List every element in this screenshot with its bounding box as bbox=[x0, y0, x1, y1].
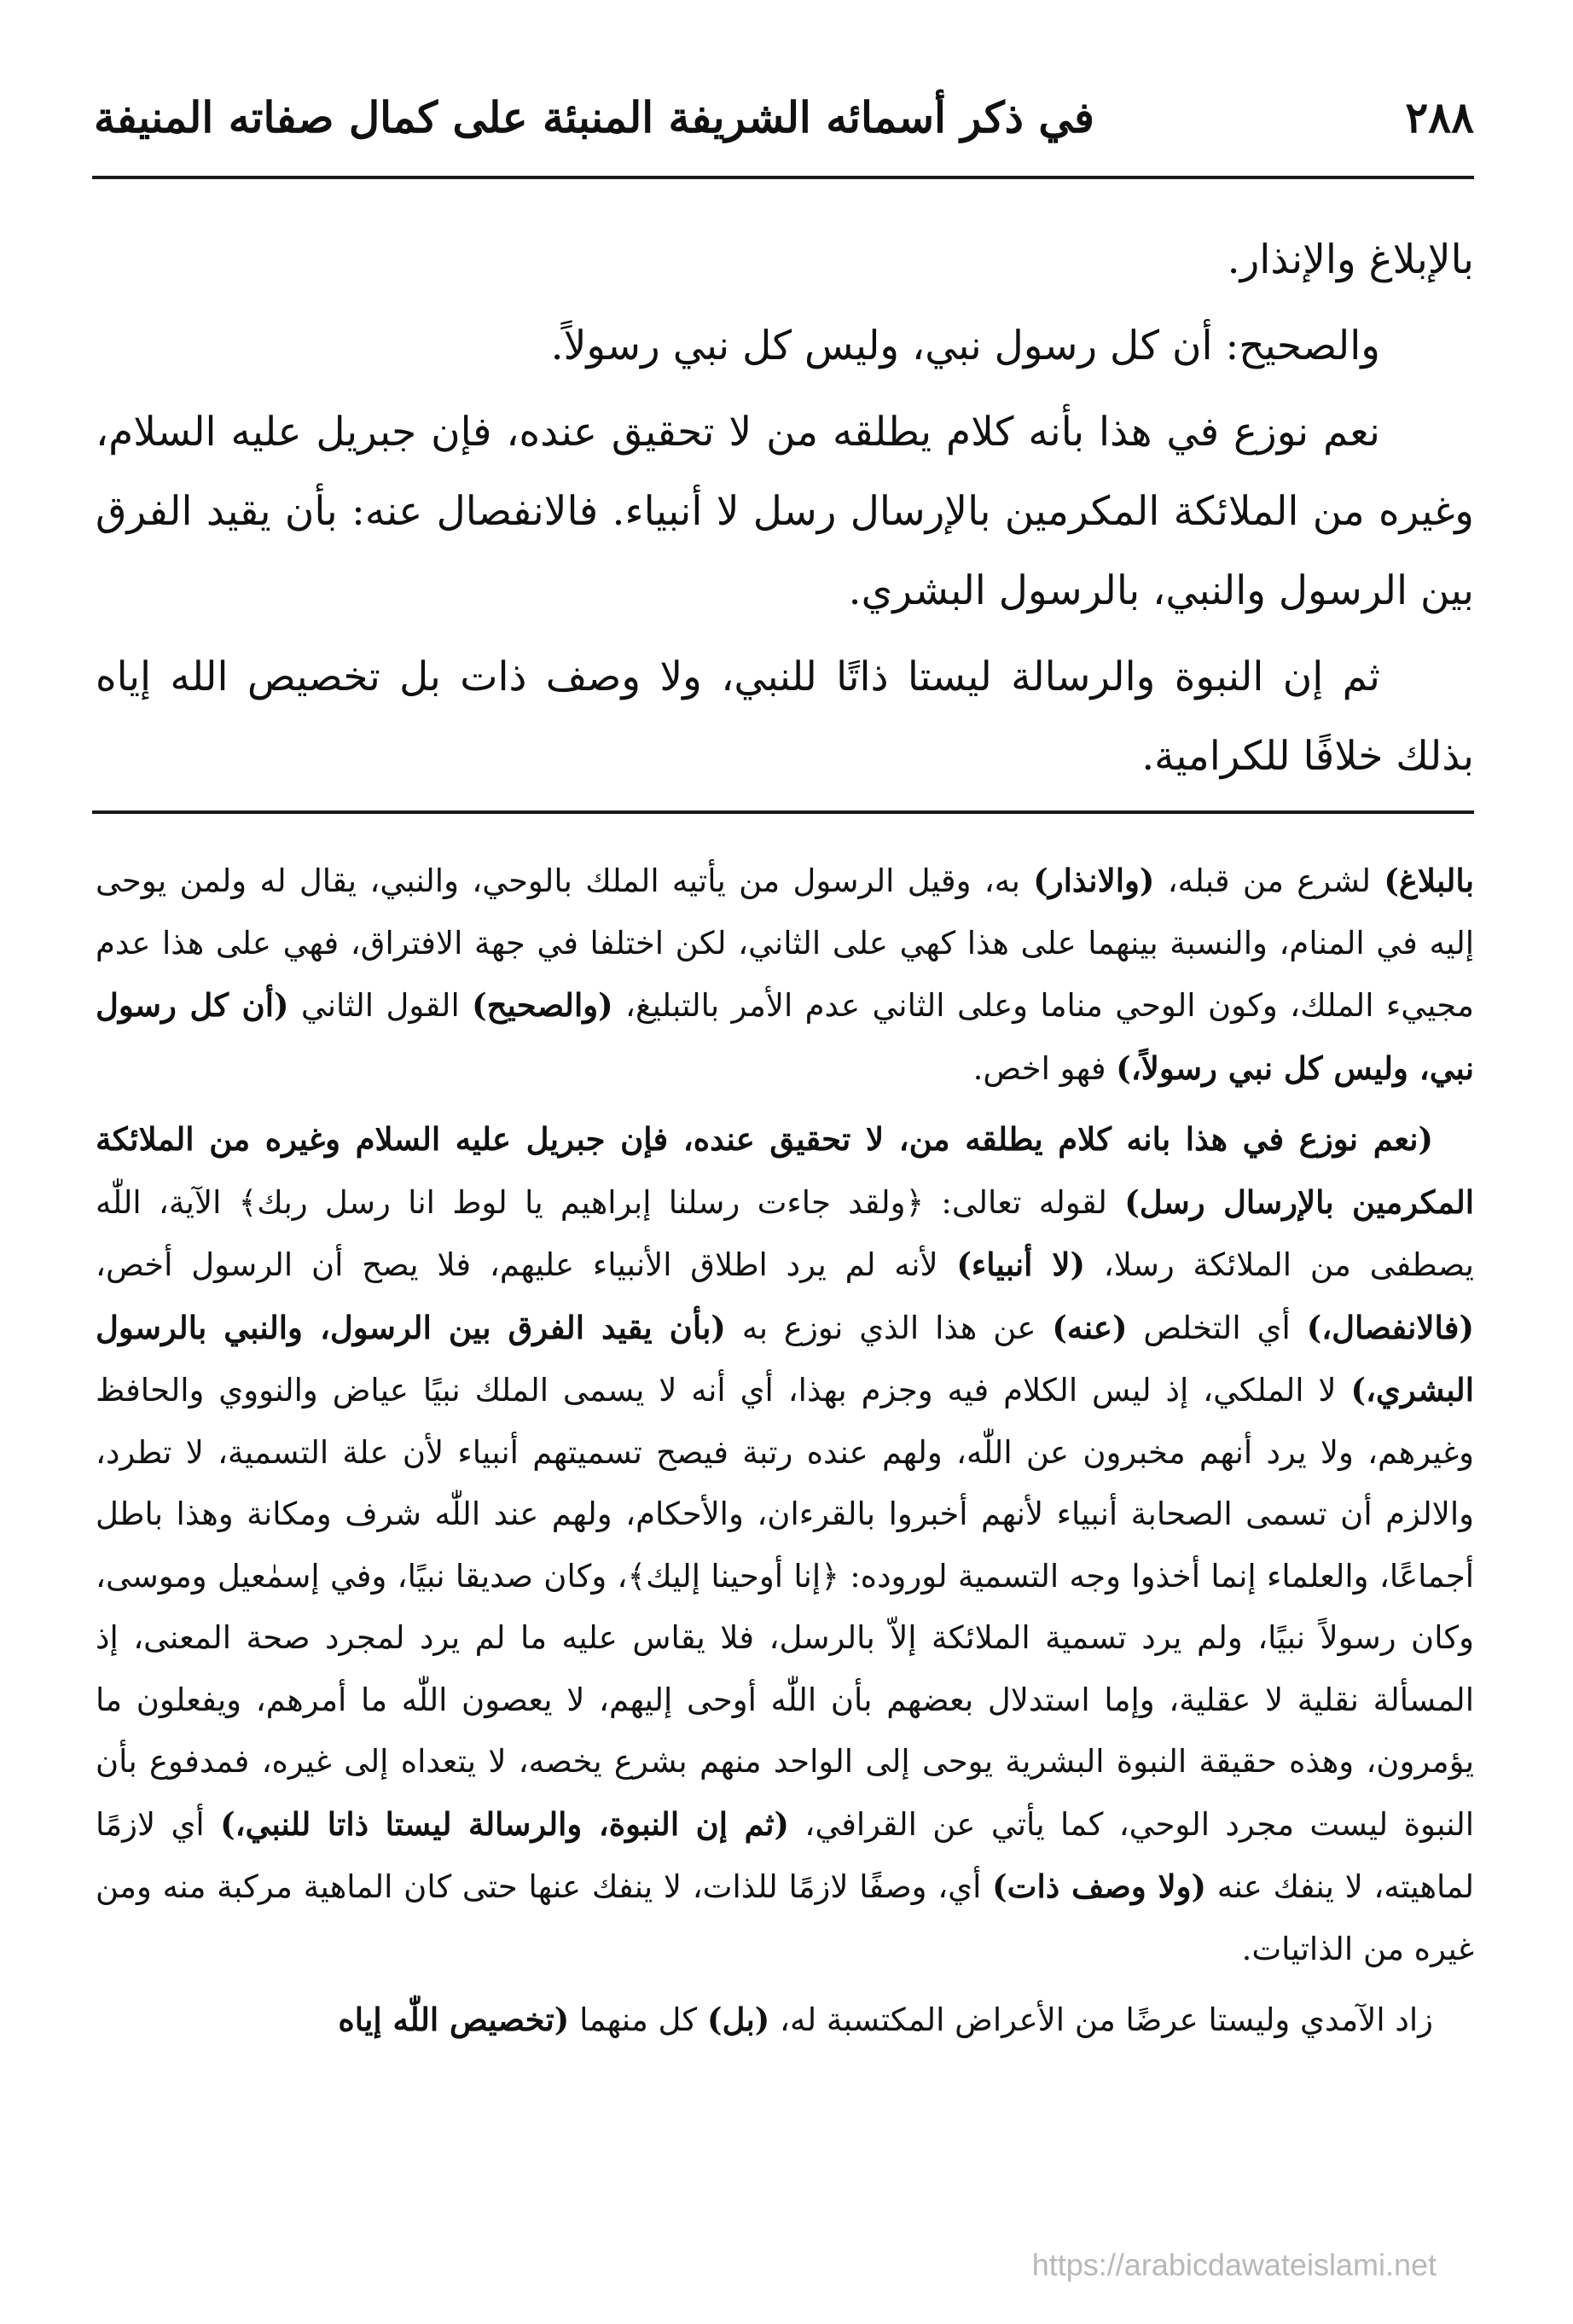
header-divider bbox=[92, 176, 1474, 179]
commentary-text-run: لقوله تعالى: ﴿ولقد جاءت رسلنا إبراهيم يا لوط انا رسل ربك﴾ الآية، اللّٰه يصطفى من الملائكة رسلا، bbox=[96, 1183, 1474, 1283]
commentary-text-run: لا الملكي، إذ ليس الكلام فيه وجزم بهذا، أي أنه لا يسمى الملك نبيًا عياض والنووي والحافظ وغيرهم، ولا يرد أنهم مخبرون عن اللّٰه، ولهم عنده رتبة فيصح تسميتهم أنبياء لأن علة التسمية، لا تطرد، والالزم أن تسمى الصحابة أنبياء لأنهم أخبروا بالقرءان، والأحكام، ولهم عند اللّٰه شرف ومكانة وهذا باطل أجماعًا، والعلماء إنما أخذوا وجه التسمية لوروده: ﴿إنا أوحينا إليك﴾، وكان صديقا نبيًا، وفي إسمٰعيل وموسى، وكان رسولاً نبيًا، ولم يرد تسمية الملائكة إلاّ بالرسل، فلا يقاس عليه ما لم يرد لمجرد صحة المعنى، إذ المسألة نقلية لا عقلية، وإما استدلال بعضهم بأن اللّٰه أوحى إليهم، لا يعصون اللّٰه ما أمرهم، ويفعلون ما يؤمرون، وهذه حقيقة النبوة البشرية يوحى إلى الواحد منهم بشرع يخصه، لا يتعداه إلى غيره، فمدفوع بأن النبوة ليست مجرد الوحي، كما يأتي عن القرافي، bbox=[96, 1372, 1474, 1843]
page-header bbox=[94, 87, 1474, 148]
commentary-text-run: أي لازمًا لماهيته، لا ينفك عنه bbox=[96, 1805, 1474, 1905]
bold-quoted-text: (أن كل رسول نبي، وليس كل نبي رسولاً،) bbox=[96, 986, 1474, 1087]
commentary-text-run: فهو اخص. bbox=[972, 1049, 1117, 1087]
commentary-text-run: كل منهما bbox=[569, 2002, 707, 2038]
bold-quoted-text: (والصحيح) bbox=[472, 986, 613, 1024]
bold-quoted-text: (ثم إن النبوة، والرسالة ليستا ذاتا للنبي،) bbox=[220, 1804, 790, 1843]
bold-quoted-text: (لا أنبياء) bbox=[956, 1246, 1085, 1283]
commentary-text-run: زاد الآمدي وليستا عرضًا من الأعراض المكتسبة له، bbox=[769, 2002, 1433, 2038]
main-paragraph: ثم إن النبوة والرسالة ليستا ذاتًا للنبي، ولا وصف ذات بل تخصيص الله إياه بذلك خلافًا للكرامية. bbox=[96, 654, 1474, 780]
bold-quoted-text: (نعم نوزع في هذا بانه كلام يطلقه من، لا تحقيق عنده، فإن جبريل عليه السلام وغيره من الملائكة المكرمين بالإرسال رسل) bbox=[96, 1120, 1474, 1221]
commentary-paragraph bbox=[96, 1989, 1474, 2052]
commentary-text-run: به، وقيل الرسول من يأتيه الملك بالوحي، والنبي، يقال له ولمن يوحى إليه في المنام، والنسبة بينهما على هذا كهي على الثاني، لكن اختلفا في جهة الافتراق، فهي على هذا عدم مجييء الملك، وكون الوحي مناما وعلى الثاني عدم الأمر بالتبليغ، bbox=[96, 863, 1474, 1024]
main-text bbox=[96, 220, 1474, 803]
bold-quoted-text: (بل) bbox=[706, 2001, 770, 2038]
bold-quoted-text: (عنه) bbox=[1052, 1308, 1128, 1346]
running-title: في ذكر أسمائه الشريفة المنبئة على كمال صفاته المنيفة bbox=[94, 92, 1094, 142]
bold-quoted-text: (فالانفصال،) bbox=[1306, 1308, 1474, 1346]
bold-quoted-text: (تخصيص اللّٰه إياه bbox=[338, 2001, 570, 2038]
main-paragraph: بالإبلاغ والإنذار. bbox=[1227, 236, 1474, 283]
commentary-text-run: لأنه لم يرد اطلاق الأنبياء عليهم، فلا يصح أن الرسول أخص، bbox=[96, 1246, 957, 1283]
bold-quoted-text: (ولا وصف ذات) bbox=[992, 1868, 1206, 1905]
commentary-paragraph bbox=[96, 1108, 1474, 1980]
commentary-text-run: لشرع من قبله، bbox=[1154, 863, 1384, 899]
commentary-divider bbox=[92, 810, 1474, 814]
bold-quoted-text: بالبلاغ) bbox=[1384, 862, 1474, 899]
page-number: ٢٨٨ bbox=[1405, 92, 1474, 142]
bold-quoted-text: (والانذار) bbox=[1033, 862, 1155, 899]
commentary-text-run: أي، وصفًا لازمًا للذات، لا ينفك عنها حتى كان الماهية مركبة منه ومن غيره من الذاتيات. bbox=[96, 1868, 1474, 1967]
commentary-text-run: عن هذا الذي نوزع به bbox=[725, 1309, 1053, 1346]
commentary-text bbox=[96, 850, 1474, 2060]
bold-quoted-text: (بأن يقيد الفرق بين الرسول، والنبي بالرسول البشري،) bbox=[96, 1308, 1474, 1409]
commentary-paragraph bbox=[96, 850, 1474, 1100]
main-paragraph: والصحيح: أن كل رسول نبي، وليس كل نبي رسولاً. bbox=[550, 322, 1380, 369]
commentary-text-run: القول الثاني bbox=[288, 987, 473, 1024]
commentary-text-run: أي التخلص bbox=[1127, 1309, 1307, 1346]
main-paragraph: نعم نوزع في هذا بأنه كلام يطلقه من لا تحقيق عنده، فإن جبريل عليه السلام، وغيره من الملائكة المكرمين بالإرسال رسل لا أنبياء. فالانفصال عنه: بأن يقيد الفرق بين الرسول والنبي، بالرسول البشري. bbox=[96, 409, 1474, 614]
watermark-url: https://arabicdawateislami.net bbox=[1031, 2247, 1437, 2282]
